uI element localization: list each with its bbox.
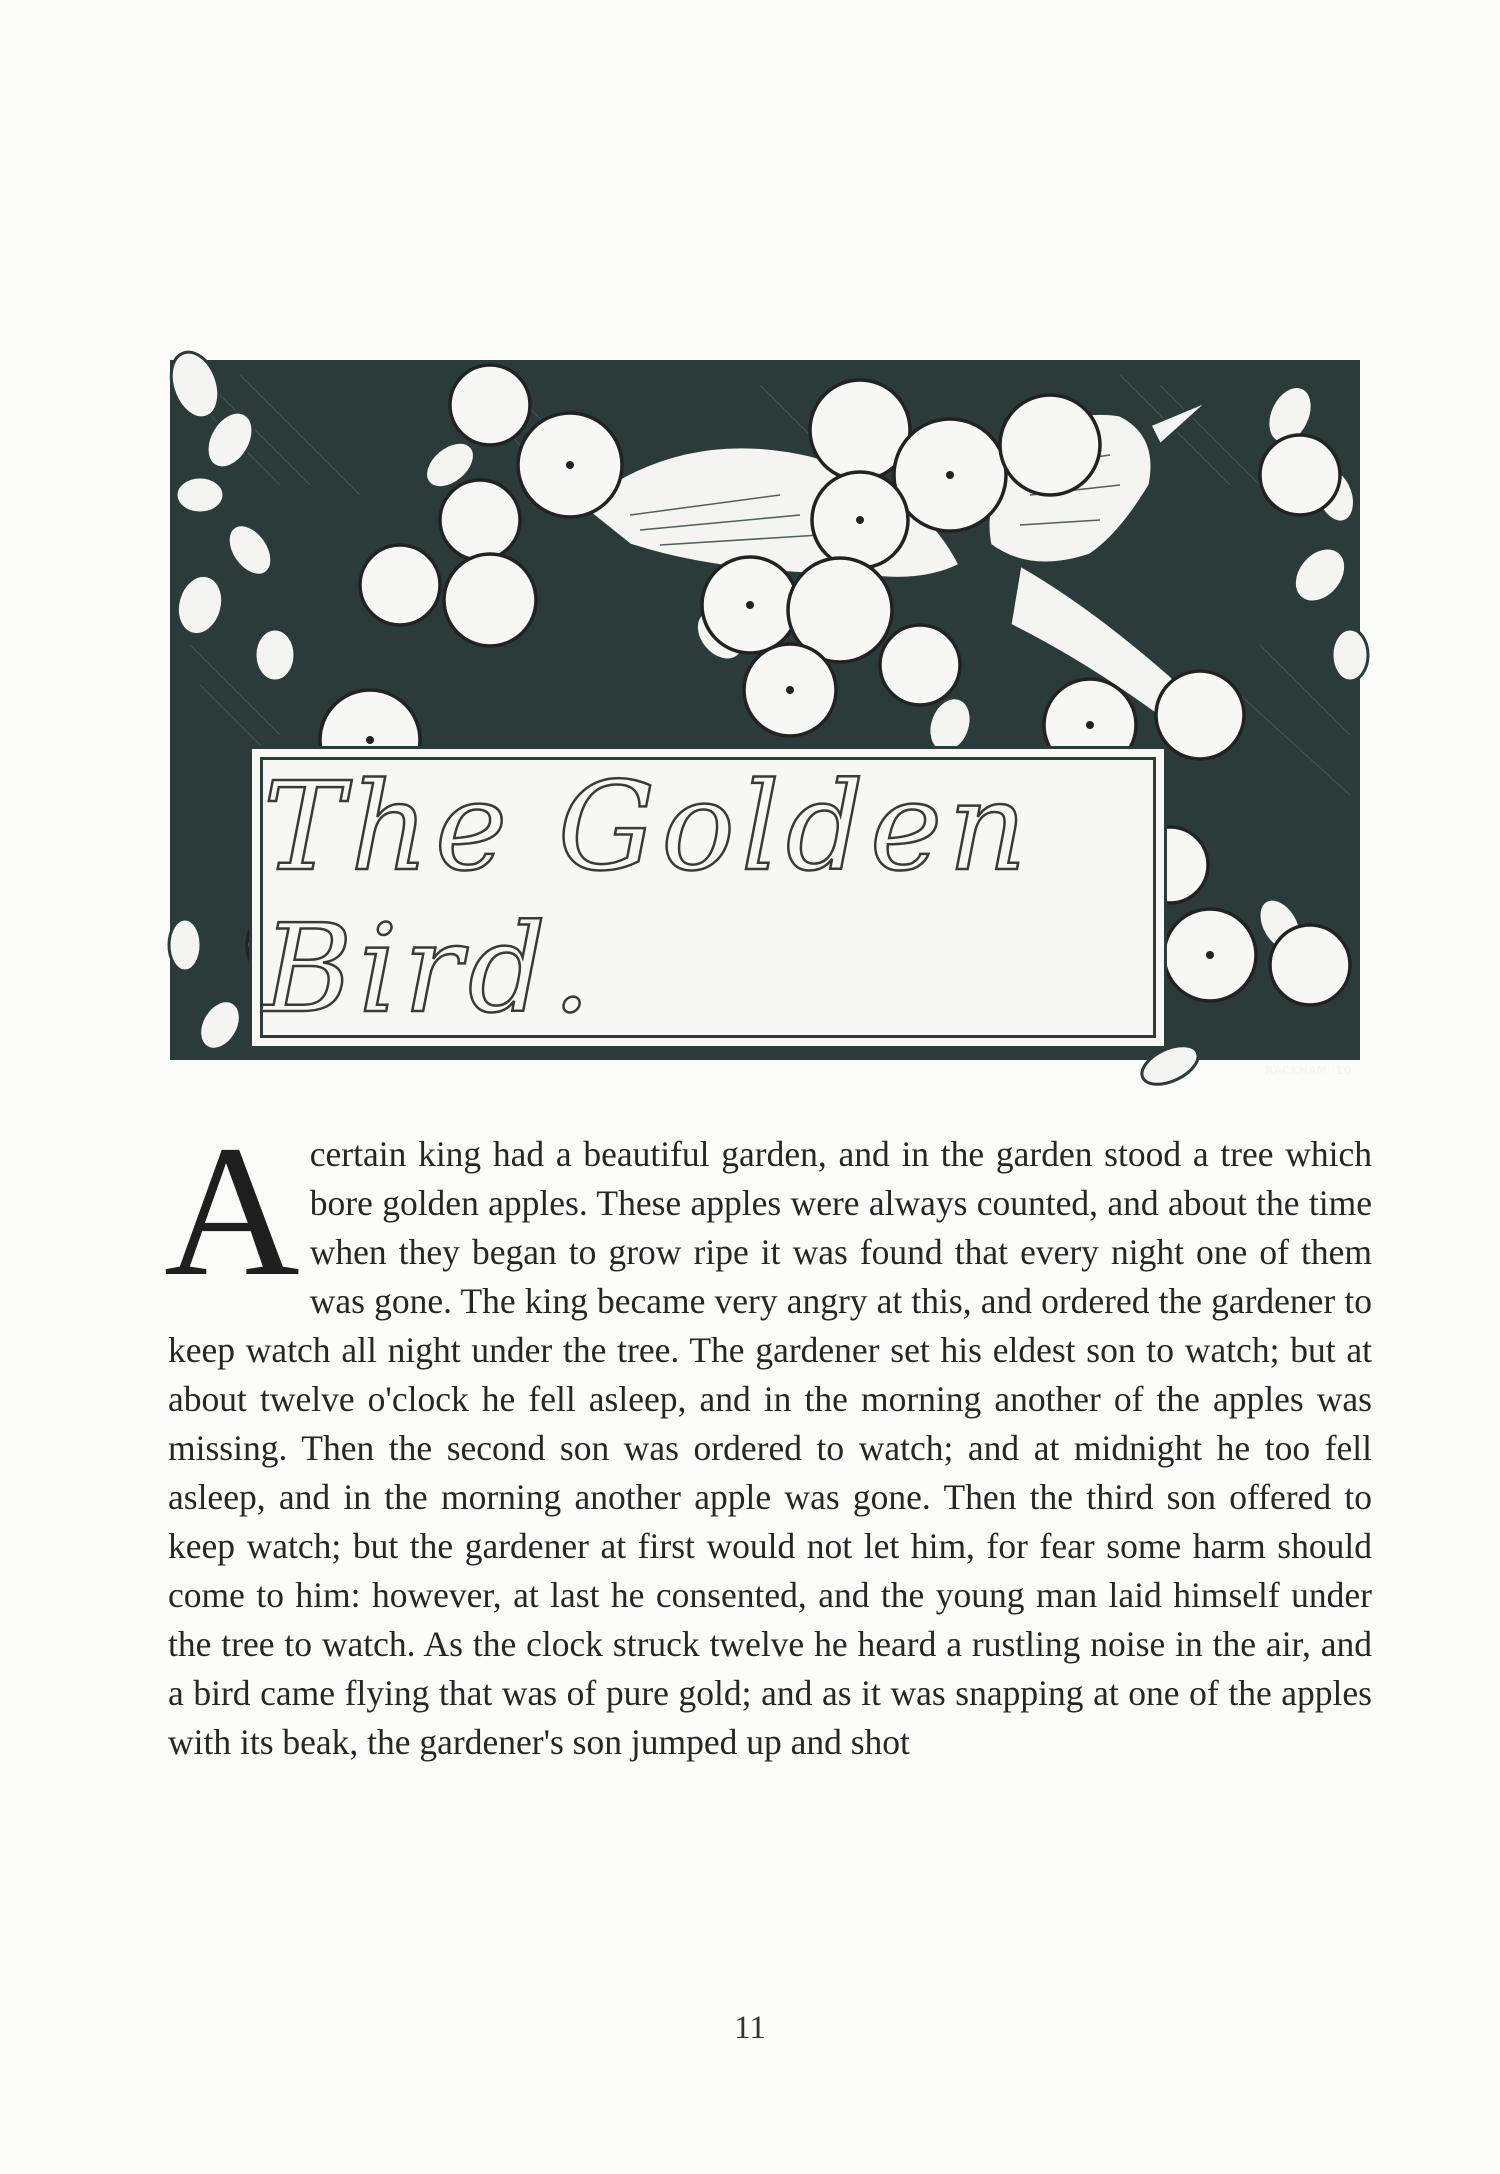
illustrator-signature: RACKHAM '10 [1265, 1064, 1352, 1077]
page-number: 11 [734, 2010, 766, 2046]
title-cartouche [260, 757, 1156, 1038]
chapter-title: The Golden Bird. [263, 755, 1033, 1040]
drop-cap: A [164, 1106, 300, 1315]
story-paragraph: certain king had a beautiful garden, and in the garden stood a tree which bore golden apples. These apples were always counted, and about the time when they began to grow ripe it was found that every night one of them was gone. The king became very angry at this, and ordered the gardener to keep watch all night under the tree. The gardener set his eldest son to watch; but at about twelve o'clock he fell asleep, and in the morning another of the apples was missing. Then the second son was ordered to watch; and at midnight he too fell asleep, and in the morning another apple was gone. Then the third son offered to keep watch; but the gardener at first would not let him, for fear some harm should come to him: however, at last he consented, and the young man laid himself under the tree to watch. As the clock struck twelve he heard a rustling noise in the air, and a bird came flying that was of pure gold; and as it was snapping at one of the apples with its beak, the gardener's son jumped up and shot [168, 1134, 1372, 1762]
story-text [164, 1106, 1372, 1767]
chapter-illustration [160, 345, 1370, 1095]
